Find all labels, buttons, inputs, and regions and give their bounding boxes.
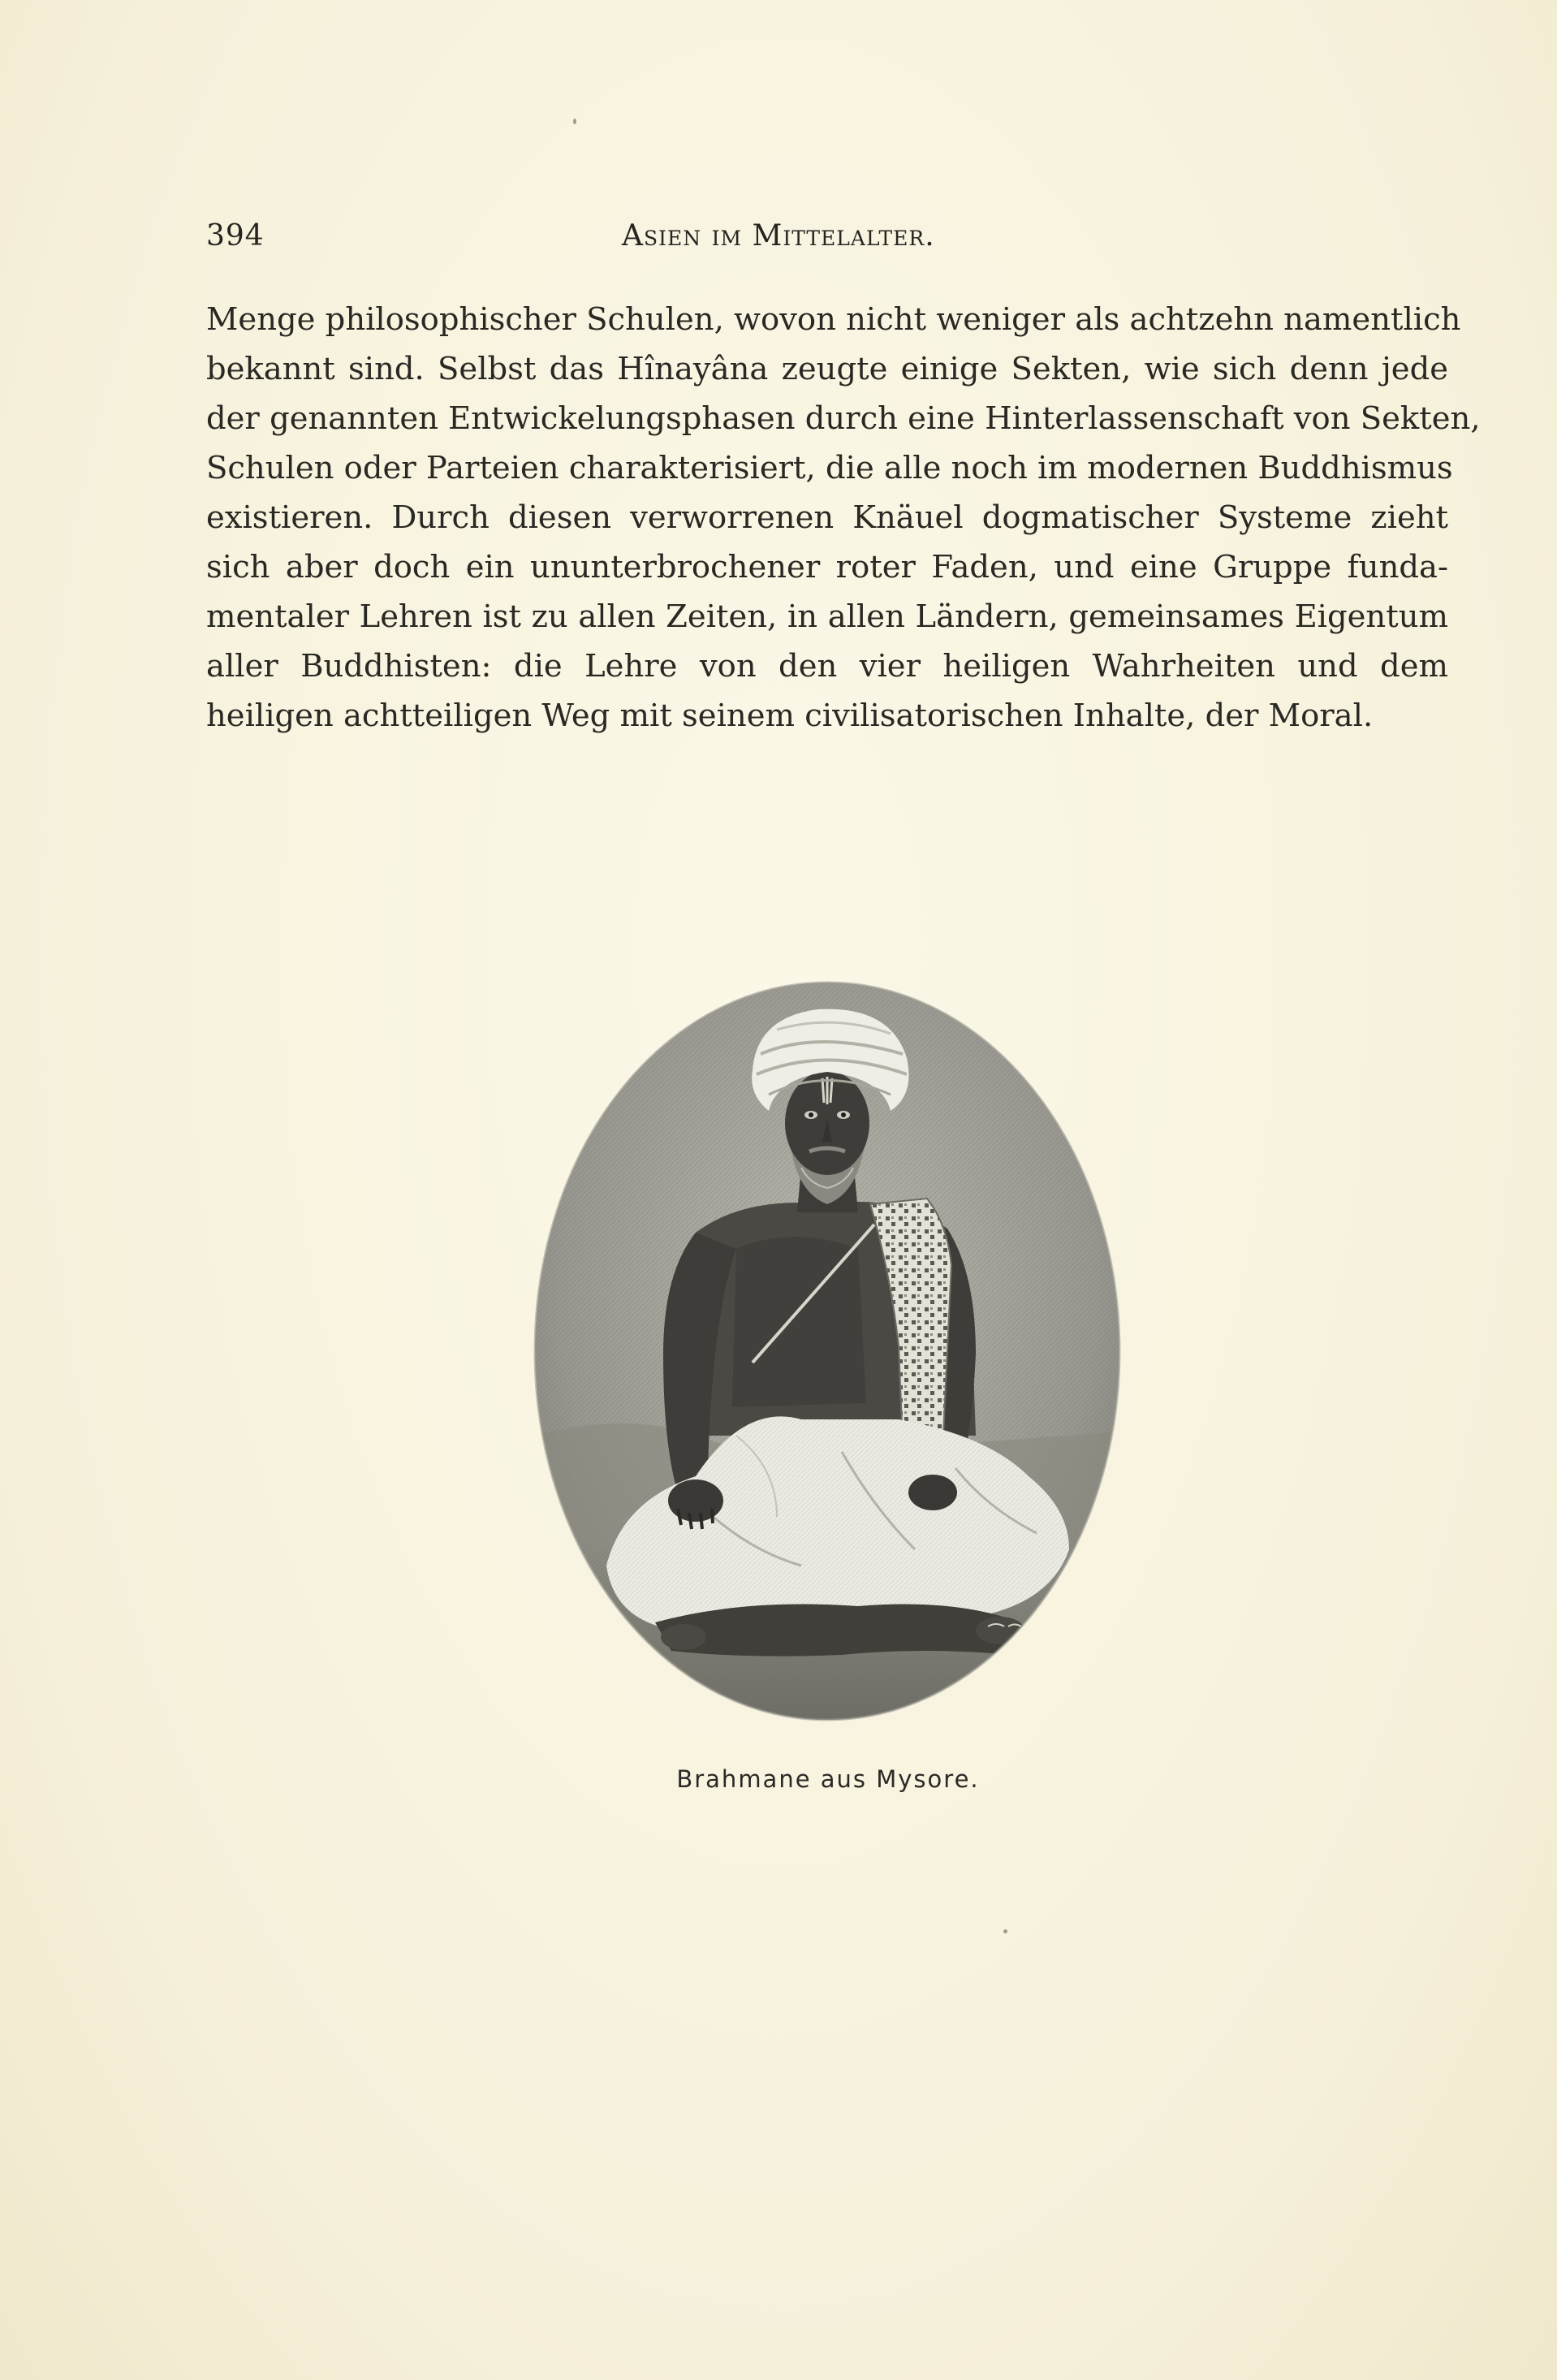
paper-speck bbox=[1003, 1929, 1007, 1933]
text-line: aller Buddhisten: die Lehre von den vier heiligen Wahrheiten und dem bbox=[206, 648, 1448, 685]
text-line: der genannten Entwickelungsphasen durch eine Hinterlassenschaft von Sekten, bbox=[206, 400, 1481, 437]
page-header bbox=[206, 219, 1448, 260]
figure-caption: Brahmane aus Mysore. bbox=[676, 1765, 980, 1793]
running-title: Asien im Mittelalter. bbox=[622, 219, 935, 253]
text-line: existieren. Durch diesen verworrenen Knäuel dogmatischer Systeme zieht bbox=[206, 499, 1448, 536]
text-line: Schulen oder Parteien charakterisiert, die alle noch im modernen Buddhismus bbox=[206, 450, 1453, 486]
text-line: sich aber doch ein ununterbrochener roter Faden, und eine Gruppe funda- bbox=[206, 549, 1448, 585]
text-line: Menge philosophischer Schulen, wovon nicht weniger als achtzehn namentlich bbox=[206, 301, 1461, 338]
page-number: 394 bbox=[206, 219, 265, 253]
text-line: heiligen achtteiligen Weg mit seinem civilisatorischen Inhalte, der Moral. bbox=[206, 698, 1374, 734]
paper-speck bbox=[573, 119, 576, 124]
portrait-plate bbox=[533, 981, 1121, 1721]
portrait-illustration bbox=[533, 981, 1121, 1721]
body-paragraph bbox=[206, 295, 1481, 741]
text-line: bekannt sind. Selbst das Hînayâna zeugte einige Sekten, wie sich denn jede bbox=[206, 351, 1448, 387]
text-line: mentaler Lehren ist zu allen Zeiten, in allen Ländern, gemeinsames Eigentum bbox=[206, 598, 1448, 635]
